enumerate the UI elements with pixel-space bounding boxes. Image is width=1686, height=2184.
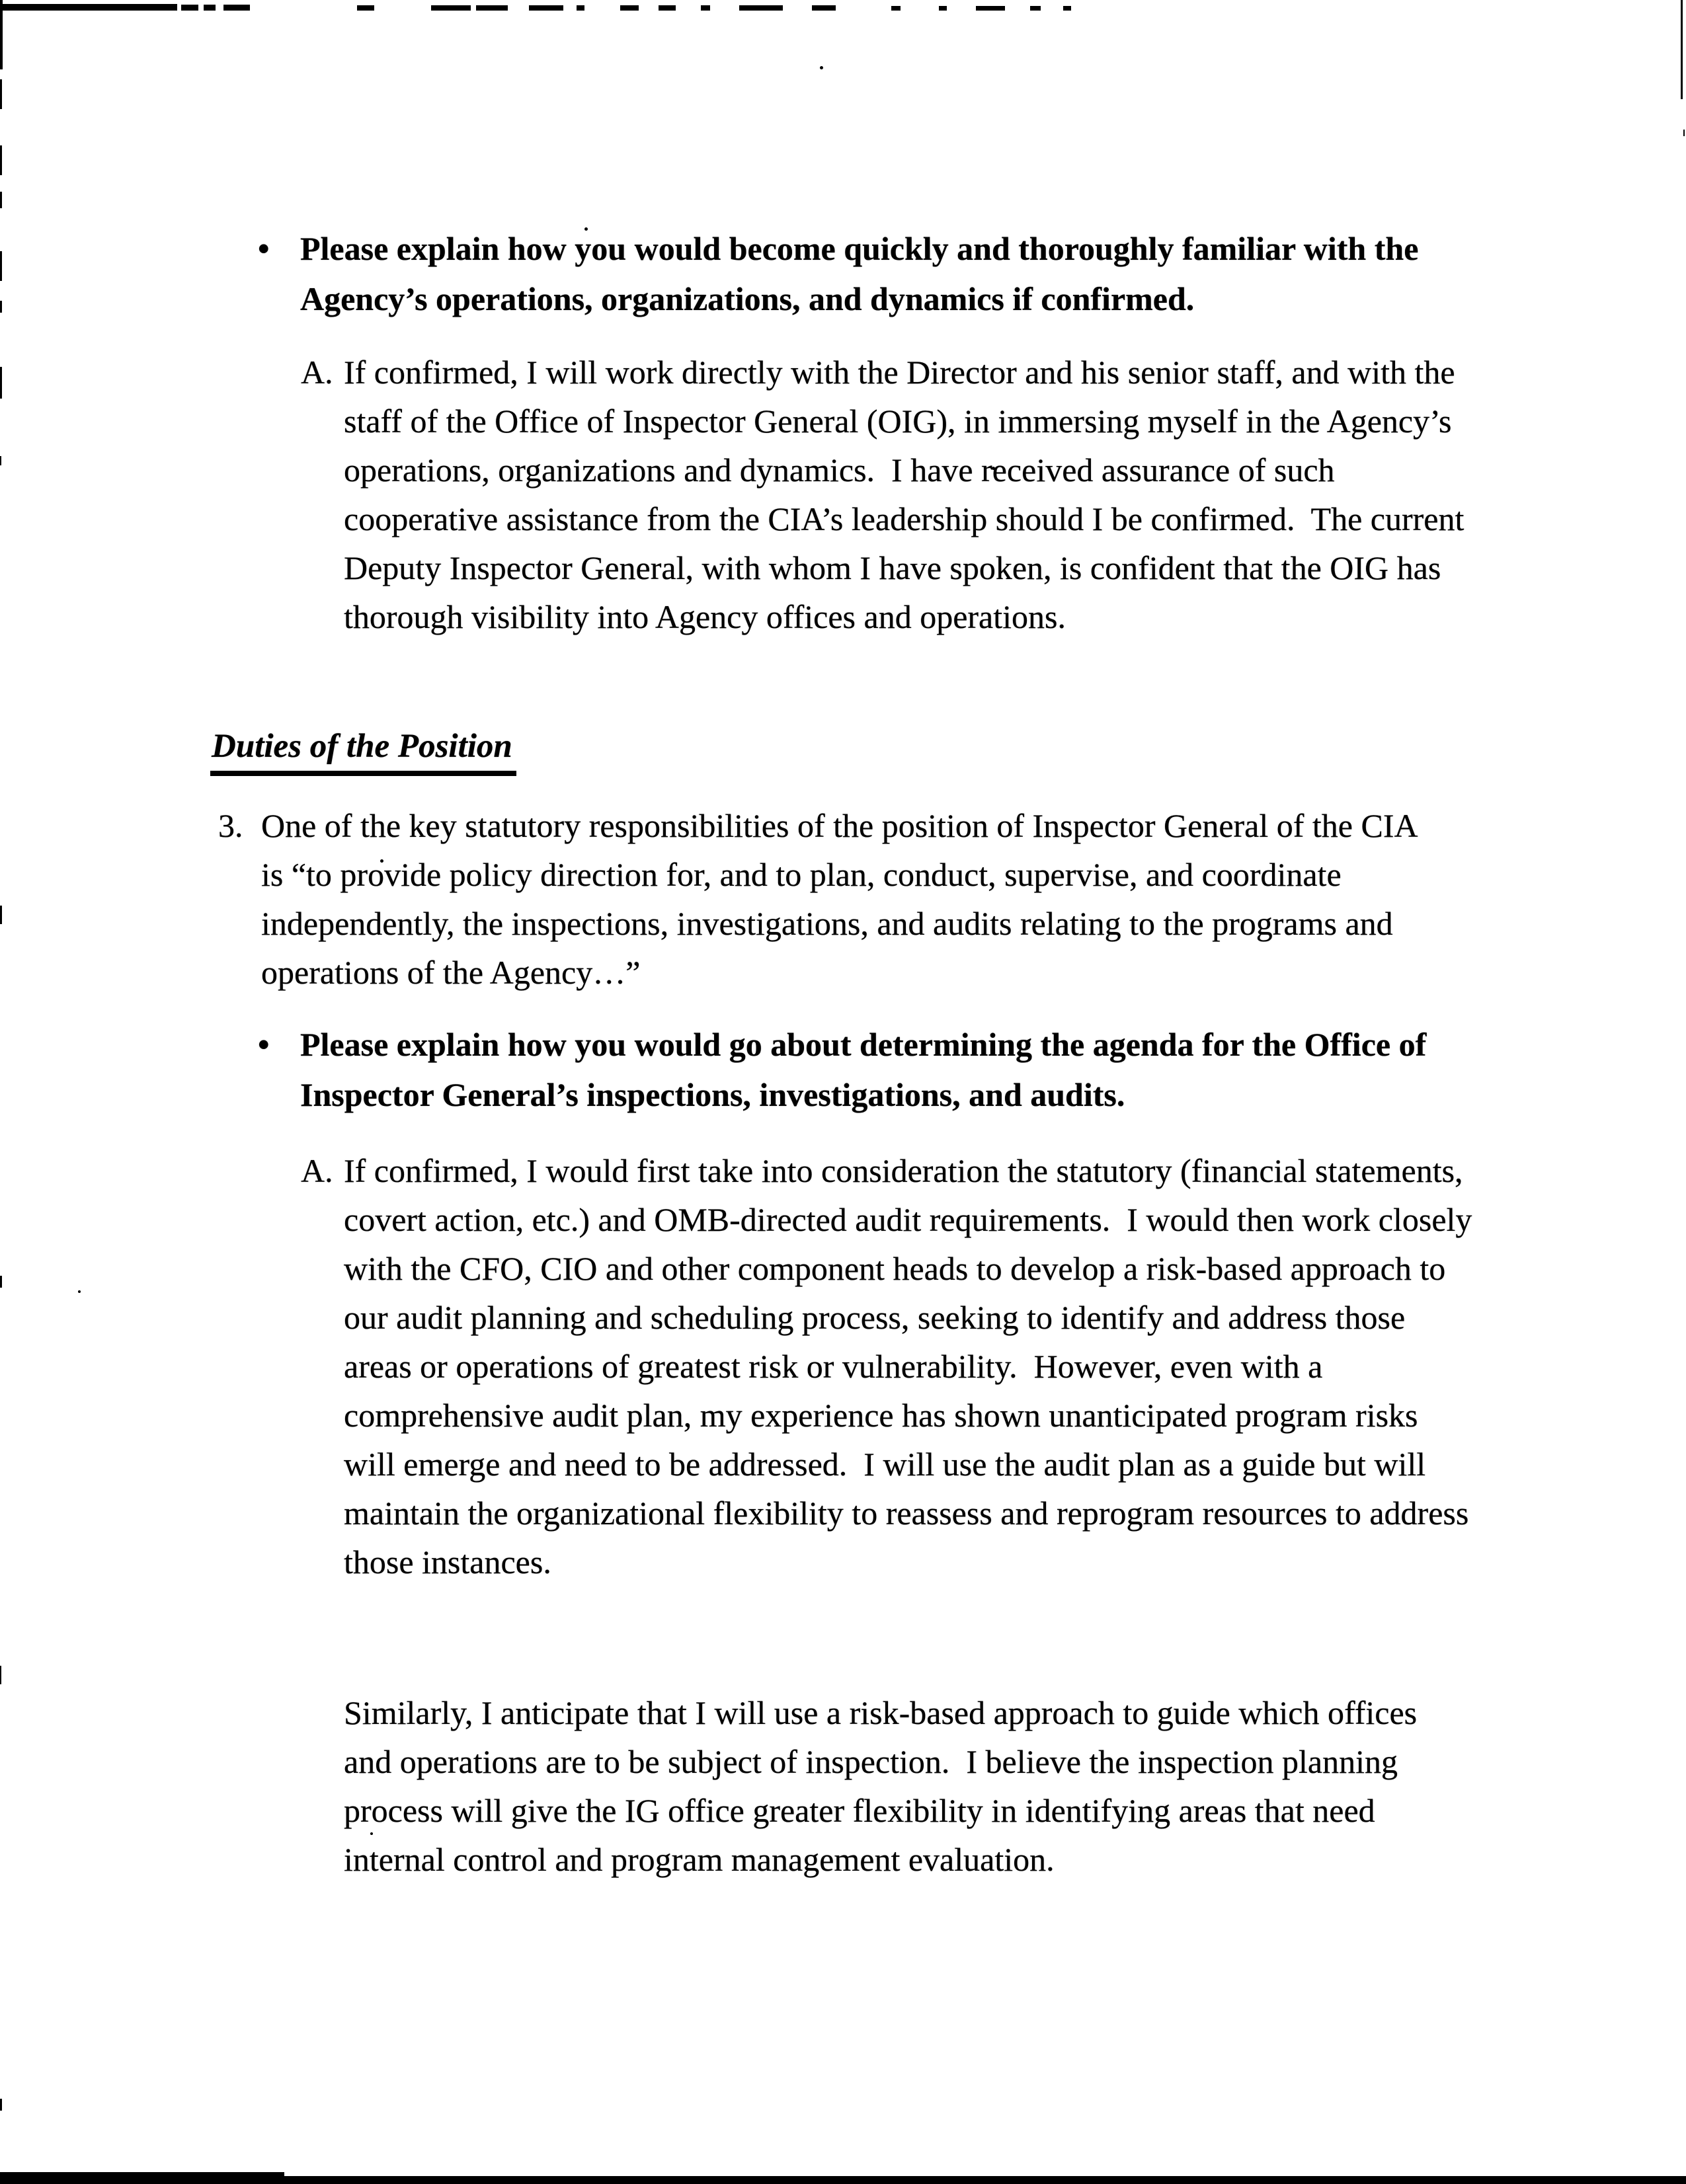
answer-2 [301, 1146, 1480, 1586]
question-1-text: Please explain how you would become quickly and thoroughly familiar with the Agency’s operations, organizations, and dynamics if confirmed. [300, 230, 1425, 317]
bullet-icon: • [258, 230, 270, 267]
answer-2-label: A. [301, 1152, 333, 1189]
answer-1-label: A. [301, 354, 333, 391]
question-2 [258, 1019, 1455, 1120]
numbered-item-3 [218, 801, 1438, 997]
answer-2-paragraph-2 [344, 1688, 1461, 1884]
section-heading: Duties of the Position [210, 727, 516, 776]
question-2-text: Please explain how you would go about determining the agenda for the Office of Inspector General’s inspections, investigations, and audits. [300, 1026, 1435, 1113]
answer-1 [301, 348, 1474, 641]
answer-1-text: If confirmed, I will work directly with the Director and his senior staff, and with the staff of the Office of Inspector General (OIG), in immersing myself in the Agency’s operations, organizations and dynamics. I have received assurance of such cooperative assistance from the CIA’s leadership should I be confirmed. The current Deputy Inspector General, with whom I have spoken, is confident that the OIG has thorough visibility into Agency offices and operations. [344, 354, 1472, 635]
item-3-text: One of the key statutory responsibilities of the position of Inspector General of the CIA is “to provide policy direction for, and to plan, conduct, supervise, and coordinate independently, the inspections, investigations, and audits relating to the programs and operations of the Agency…” [261, 807, 1425, 991]
item-3-number: 3. [218, 807, 243, 844]
answer-2-paragraph-2-text: Similarly, I anticipate that I will use a risk-based approach to guide which offices and operations are to be subject of inspection. I believe the inspection planning process will give the IG office greater flexibility in identifying areas that need internal control and program management evaluation. [344, 1694, 1425, 1878]
bullet-icon: • [258, 1026, 270, 1063]
question-1 [258, 223, 1455, 324]
scan-edge-bottom [0, 2176, 1686, 2184]
answer-2-paragraph-1: If confirmed, I would first take into consideration the statutory (financial statements, covert action, etc.) and OMB-directed audit requirements. I would then work closely with the CFO, CIO and other component heads to develop a risk-based approach to our audit planning and scheduling process, seeking to identify and address those areas or operations of greatest risk or vulnerability. However, even with a comprehensive audit plan, my experience has shown unanticipated program risks will emerge and need to be addressed. I will use the audit plan as a guide but will maintain the organizational flexibility to reassess and reprogram resources to address those instances. [344, 1152, 1480, 1580]
